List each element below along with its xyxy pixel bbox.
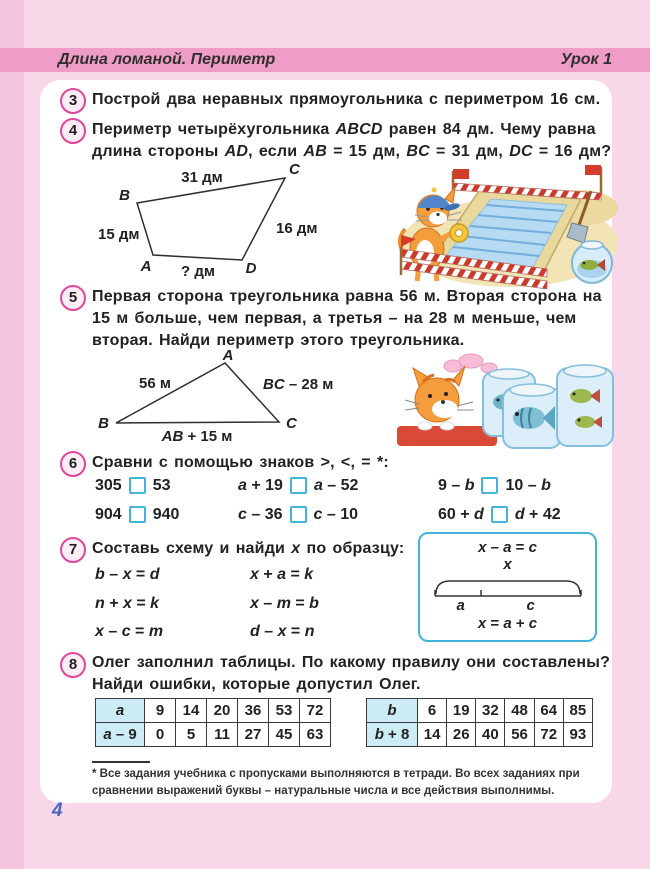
table-header-cell	[96, 723, 145, 747]
text-segment: b	[309, 595, 319, 612]
problem-8-text-line2: Найди ошибки, которые допустил Олег.	[92, 676, 421, 693]
text-segment: AB	[303, 143, 327, 160]
triangle-side-bc-var: AB	[161, 428, 184, 445]
problem-6-title: Сравни с помощью знаков >, <, = *:	[92, 454, 389, 471]
table-cell: 14	[176, 699, 207, 723]
quad-side-ab-label: 15 дм	[98, 226, 140, 243]
text-segment: длина стороны	[92, 143, 225, 160]
comparison-item-2	[238, 476, 358, 495]
table-header-cell	[96, 699, 145, 723]
triangle-vertex-a-label: A	[222, 350, 234, 364]
text-segment: x	[503, 556, 512, 573]
triangle-vertex-b-label: B	[98, 415, 109, 432]
text-segment: по образцу:	[300, 540, 405, 557]
problem-5-text-line2: 15 м больше, чем первая, а третья – на 28 м меньше, чем	[92, 310, 577, 327]
text-segment: – 52	[322, 477, 359, 494]
answer-box	[129, 506, 146, 523]
table-cell: 0	[145, 723, 176, 747]
example-equation-top	[478, 538, 537, 557]
text-segment: 53	[152, 477, 171, 494]
jar-right-fish2-body	[575, 416, 595, 428]
answer-box	[290, 477, 307, 494]
problem-5-text-line1: Первая сторона треугольника равна 56 м. Вторая сторона на	[92, 288, 602, 305]
table-cell: 32	[476, 699, 505, 723]
table-row	[96, 723, 331, 747]
text-segment: =	[286, 623, 305, 640]
table-row	[96, 699, 331, 723]
footnote-line1: * Все задания учебника с пропусками выполняются в тетради. Во всех заданиях при	[92, 768, 580, 780]
problem-3-text	[92, 90, 600, 109]
jar-right-fish1-eye	[573, 393, 576, 396]
text-segment: x	[477, 615, 487, 632]
problem-7-title	[92, 539, 404, 558]
text-segment: a	[103, 726, 112, 743]
table-row	[367, 723, 593, 747]
triangle-side-ac-var: BC	[263, 376, 285, 393]
text-segment: 9 –	[438, 477, 465, 494]
text-segment: m	[148, 623, 164, 640]
table-cell: 40	[476, 723, 505, 747]
triangle-figure	[95, 350, 405, 445]
cat-cap	[418, 196, 450, 208]
text-segment: –	[258, 595, 277, 612]
problem-5-text-line3: вторая. Найди периметр этого треугольника.	[92, 332, 465, 349]
bowl-fish-body	[580, 260, 598, 270]
jar-right-fish2-eye	[578, 419, 581, 422]
text-segment: Составь схему и найди	[92, 540, 292, 557]
example-part-c-label	[527, 598, 535, 613]
equation-5	[95, 622, 163, 641]
text-segment: x	[123, 595, 132, 612]
table-b	[366, 698, 593, 747]
text-segment: d	[474, 506, 484, 523]
text-segment: 904	[95, 506, 122, 523]
text-segment: =	[131, 595, 151, 612]
example-parts-row	[433, 598, 583, 614]
table-row	[367, 699, 593, 723]
comparison-item-3	[438, 476, 551, 495]
table-header-cell	[367, 699, 418, 723]
problem-4-text-line1	[92, 120, 596, 139]
text-segment: =	[130, 623, 149, 640]
triangle-side-bc-label	[161, 428, 233, 445]
table-cell: 56	[505, 723, 534, 747]
text-segment: x	[250, 595, 259, 612]
text-segment: = 15 дм,	[326, 143, 407, 160]
text-segment: =	[511, 539, 529, 556]
example-part-a-label	[457, 598, 465, 613]
text-segment: =	[486, 615, 504, 632]
text-segment: b	[95, 566, 105, 583]
text-segment: d	[250, 623, 260, 640]
table-cell: 36	[238, 699, 269, 723]
text-segment: – 9	[111, 726, 137, 743]
comparison-item-6	[438, 505, 561, 524]
text-segment: b	[464, 477, 475, 494]
triangle-side-ac-label	[263, 376, 333, 393]
text-segment: n	[304, 623, 315, 640]
comparison-item-4	[95, 505, 179, 524]
segment-bracket	[436, 581, 580, 594]
text-segment: =	[290, 595, 310, 612]
triangle-vertex-c-label: C	[286, 415, 297, 432]
problem-6-number: 6	[60, 451, 86, 477]
text-segment: c	[238, 506, 247, 523]
text-segment: –	[259, 623, 278, 640]
cat-paw-left	[418, 422, 432, 430]
fishbowl-opening	[581, 241, 603, 249]
cat-muzzle	[432, 400, 458, 418]
quadrilateral-outline	[137, 178, 285, 260]
text-segment: x	[291, 540, 301, 557]
content-card	[40, 80, 612, 803]
cat-paw-right	[440, 422, 454, 430]
text-segment: x	[95, 623, 104, 640]
comparison-left	[438, 476, 474, 495]
example-box	[418, 532, 597, 642]
equation-3	[95, 594, 159, 613]
cat-building-pool-illustration	[395, 163, 618, 289]
table-cell: 72	[534, 723, 563, 747]
quad-vertex-d-label: D	[245, 260, 257, 277]
comparison-item-1	[95, 476, 171, 495]
text-segment: + 8	[383, 726, 410, 743]
text-segment: b	[387, 702, 397, 719]
text-segment: c	[121, 623, 131, 640]
text-segment: AD	[224, 143, 249, 160]
text-segment: b	[541, 477, 551, 494]
answer-box	[491, 506, 508, 523]
problem-8-text-line1: Олег заполнил таблицы. По какому правилу они составлены?	[92, 654, 611, 671]
text-segment: + 19	[246, 477, 283, 494]
quadrilateral-figure	[90, 160, 390, 285]
triangle-side-bc-rest: + 15 м	[183, 428, 233, 445]
cat-eye-left	[428, 394, 432, 398]
cat-ear	[445, 187, 455, 203]
text-segment: a	[277, 566, 287, 583]
jar-right-rim	[564, 365, 606, 377]
text-segment: = 16 дм?	[532, 143, 612, 160]
text-segment: c	[313, 506, 323, 523]
text-segment: +	[104, 595, 124, 612]
cat-eye-right	[444, 392, 448, 396]
equation-2	[250, 565, 313, 584]
text-segment: c	[528, 539, 537, 556]
triangle-side-ac-rest: – 28 м	[284, 376, 334, 393]
text-segment: –	[104, 566, 123, 583]
text-segment: k	[304, 566, 314, 583]
triangle-outline	[116, 363, 279, 423]
quad-vertex-b-label: B	[119, 187, 130, 204]
jar-front-rim	[510, 384, 554, 396]
text-segment: , если	[248, 143, 304, 160]
text-segment: x	[277, 623, 287, 640]
comparison-left	[238, 505, 283, 524]
table-cell: 9	[145, 699, 176, 723]
text-segment: a	[503, 539, 512, 556]
footnote-rule	[92, 761, 150, 763]
text-segment: b	[374, 726, 384, 743]
table-cell: 20	[207, 699, 238, 723]
table-cell: 85	[563, 699, 592, 723]
table-cell: 19	[447, 699, 476, 723]
page-number: 4	[52, 800, 63, 821]
text-segment: c	[528, 615, 538, 632]
table-header-cell	[367, 723, 418, 747]
comparison-left	[95, 505, 122, 524]
text-segment: m	[276, 595, 291, 612]
cat-nose	[441, 400, 445, 404]
footnote-line2: сравнении выражений буквы – натуральные числа и все действия выполнимы.	[92, 785, 555, 797]
cat-watching-fish-jars-illustration	[395, 352, 618, 450]
thought-bubble-large	[459, 354, 483, 368]
text-segment: равен 84 дм. Чему равна	[382, 121, 596, 138]
text-segment: k	[150, 595, 160, 612]
comparison-right	[515, 505, 561, 524]
bowl-fish-eye	[583, 262, 586, 265]
comparison-right	[153, 476, 171, 495]
example-whole-label	[503, 557, 511, 572]
flag-back-right	[585, 165, 601, 175]
table-cell: 6	[418, 699, 447, 723]
lesson-header-band	[0, 48, 650, 72]
tape-roll-hole	[456, 230, 463, 237]
table-cell: 14	[418, 723, 447, 747]
text-segment: BC	[406, 143, 430, 160]
text-segment: 10 –	[505, 477, 542, 494]
equation-4	[250, 594, 319, 613]
text-segment: =	[286, 566, 305, 583]
cat-nose	[436, 213, 439, 216]
text-segment: d	[149, 566, 160, 583]
segment-diagram	[431, 572, 585, 598]
text-segment: ABCD	[335, 121, 383, 138]
comparison-right	[314, 476, 359, 495]
table-cell: 48	[505, 699, 534, 723]
table-cell: 53	[269, 699, 300, 723]
problem-8-number: 8	[60, 652, 86, 678]
text-segment: +	[511, 615, 529, 632]
example-equation-bottom	[478, 614, 537, 633]
text-segment: =	[131, 566, 150, 583]
comparison-left	[238, 476, 283, 495]
text-segment: 940	[152, 506, 180, 523]
table-cell: 93	[563, 723, 592, 747]
text-segment: – 36	[246, 506, 283, 523]
lesson-number: Урок 1	[560, 51, 612, 68]
text-segment: a	[456, 597, 465, 614]
page-margin-stripe	[0, 0, 24, 869]
table-cell: 72	[300, 699, 331, 723]
text-segment: a	[238, 477, 247, 494]
text-segment: 60 +	[438, 506, 475, 523]
table-cell: 11	[207, 723, 238, 747]
problem-5-number: 5	[60, 285, 86, 311]
comparison-right	[314, 505, 359, 524]
table-cell: 45	[269, 723, 300, 747]
text-segment: n	[95, 595, 105, 612]
text-segment: DC	[509, 143, 533, 160]
answer-box	[290, 506, 307, 523]
table-cell: 63	[300, 723, 331, 747]
equation-1	[95, 565, 160, 584]
table-a	[95, 698, 331, 747]
text-segment: +	[258, 566, 278, 583]
text-segment: a	[503, 615, 512, 632]
text-segment: x	[478, 539, 487, 556]
text-segment: Периметр четырёхугольника	[92, 121, 336, 138]
jar-right-fish1-body	[570, 389, 592, 403]
text-segment: – 10	[322, 506, 358, 523]
text-segment: a	[313, 477, 323, 494]
text-segment: = 31 дм,	[429, 143, 510, 160]
equation-6	[250, 622, 315, 641]
text-segment: d	[514, 506, 525, 523]
problem-4-number: 4	[60, 118, 86, 144]
comparison-right	[505, 476, 550, 495]
jar-right	[557, 368, 613, 446]
quad-side-cd-label: 16 дм	[276, 220, 318, 237]
problem-7-number: 7	[60, 537, 86, 563]
text-segment: –	[486, 539, 504, 556]
table-cell: 26	[447, 723, 476, 747]
text-segment: Построй два неравных прямоугольника с периметром 16 см.	[92, 91, 601, 108]
text-segment: x	[250, 566, 259, 583]
comparison-left	[95, 476, 122, 495]
text-segment: a	[115, 702, 125, 719]
table-cell: 64	[534, 699, 563, 723]
text-segment: + 42	[524, 506, 561, 523]
jar-back-rim	[489, 369, 529, 379]
cat-cap-button	[432, 188, 437, 193]
answer-box	[481, 477, 498, 494]
table-cell: 27	[238, 723, 269, 747]
quad-vertex-c-label: C	[289, 161, 300, 178]
comparison-item-5	[238, 505, 358, 524]
jar-back-fish-eye	[497, 399, 500, 402]
comparison-right	[153, 505, 180, 524]
text-segment: x	[122, 566, 132, 583]
quad-vertex-a-label: A	[140, 258, 152, 275]
problem-4-text-line2	[92, 142, 611, 161]
table-cell: 5	[176, 723, 207, 747]
quad-side-bc-label: 31 дм	[181, 169, 223, 186]
quad-side-ad-label: ? дм	[181, 263, 215, 280]
comparison-left	[438, 505, 484, 524]
jar-front-fish-eye	[515, 412, 519, 416]
flag-back-left	[453, 169, 469, 179]
problem-3-number: 3	[60, 88, 86, 114]
page-title: Длина ломаной. Периметр	[58, 51, 276, 68]
text-segment: 305	[95, 477, 122, 494]
text-segment: c	[526, 597, 535, 614]
triangle-side-ab-label: 56 м	[139, 375, 171, 392]
text-segment: –	[103, 623, 122, 640]
answer-box	[129, 477, 146, 494]
